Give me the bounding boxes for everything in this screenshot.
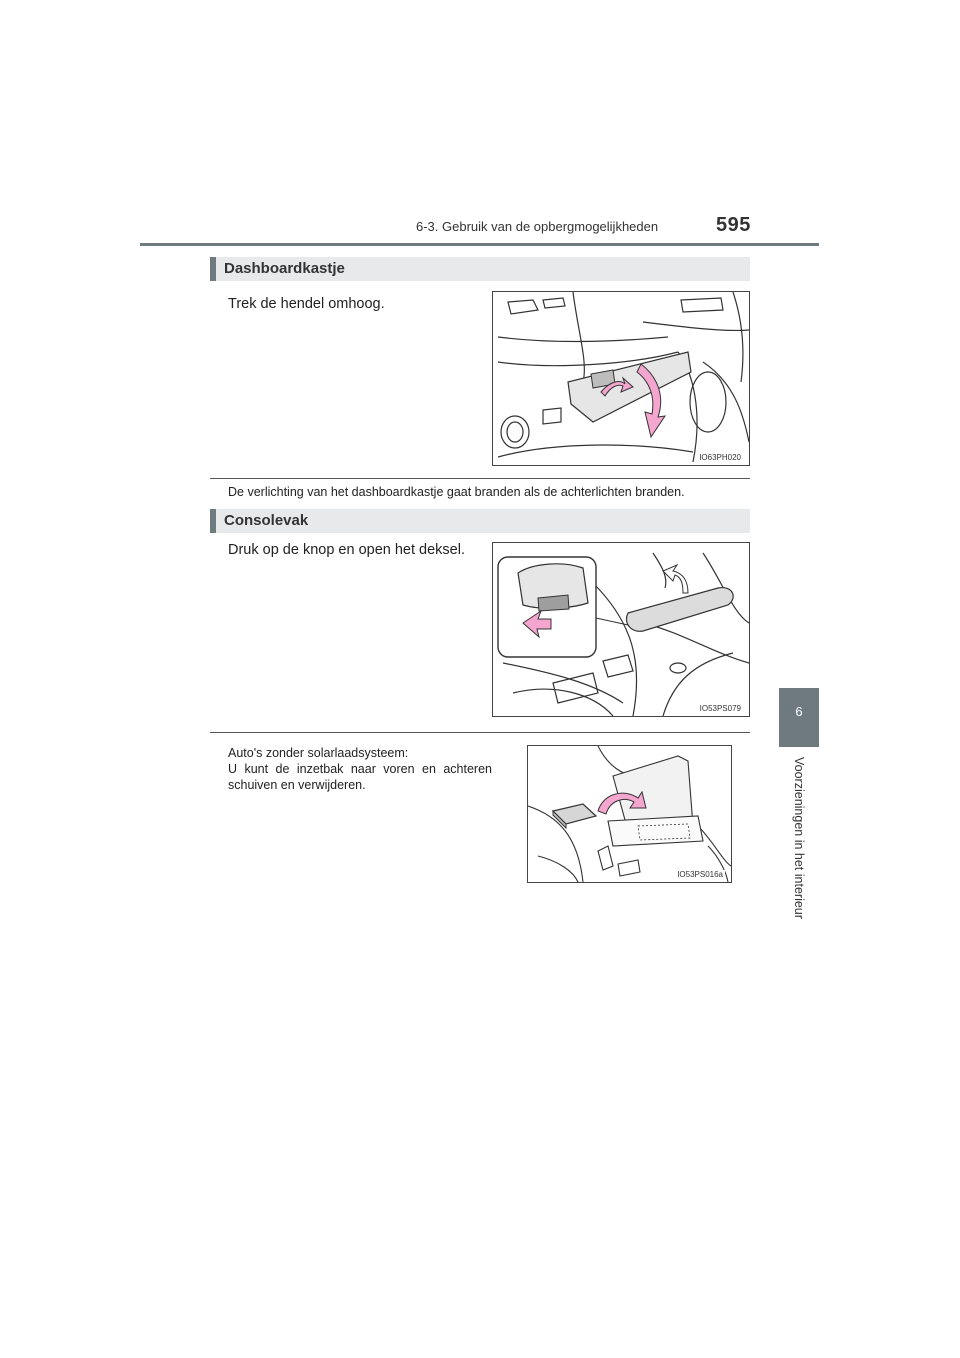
section-header-console xyxy=(210,509,750,533)
glovebox-drawing xyxy=(493,292,749,465)
console-drawing xyxy=(493,543,749,716)
section-divider xyxy=(210,478,750,479)
running-header-title: 6-3. Gebruik van de opbergmogelijkheden xyxy=(416,219,659,234)
section-header-glovebox xyxy=(210,257,750,281)
section-accent xyxy=(210,509,216,533)
header-rule xyxy=(140,243,819,246)
console-note-condition: Auto's zonder solarlaadsysteem: xyxy=(228,746,409,760)
glovebox-note: De verlichting van het dashboardkastje gaat branden als de achterlichten branden. xyxy=(228,485,685,499)
console-instruction: Druk op de knop en open het deksel. xyxy=(228,542,465,558)
section-title: Consolevak xyxy=(224,512,309,529)
section-title: Dashboardkastje xyxy=(224,260,345,277)
page-number: 595 xyxy=(716,214,751,236)
glovebox-instruction: Trek de hendel omhoog. xyxy=(228,296,385,312)
chapter-number: 6 xyxy=(795,704,803,719)
tray-drawing xyxy=(528,746,731,882)
tray-illustration xyxy=(527,745,732,883)
glovebox-illustration xyxy=(492,291,750,466)
console-note-detail: U kunt de inzetbak naar voren en achteren schuiven en verwijderen. xyxy=(228,762,492,792)
console-note xyxy=(228,745,492,793)
chapter-title: Voorzieningen in het interieur xyxy=(792,757,806,919)
console-illustration xyxy=(492,542,750,717)
figure-code: IO63PH020 xyxy=(699,453,741,462)
figure-code: IO53PS079 xyxy=(699,704,741,713)
figure-code: IO53PS016a xyxy=(677,870,723,879)
section-divider xyxy=(210,732,750,733)
section-accent xyxy=(210,257,216,281)
